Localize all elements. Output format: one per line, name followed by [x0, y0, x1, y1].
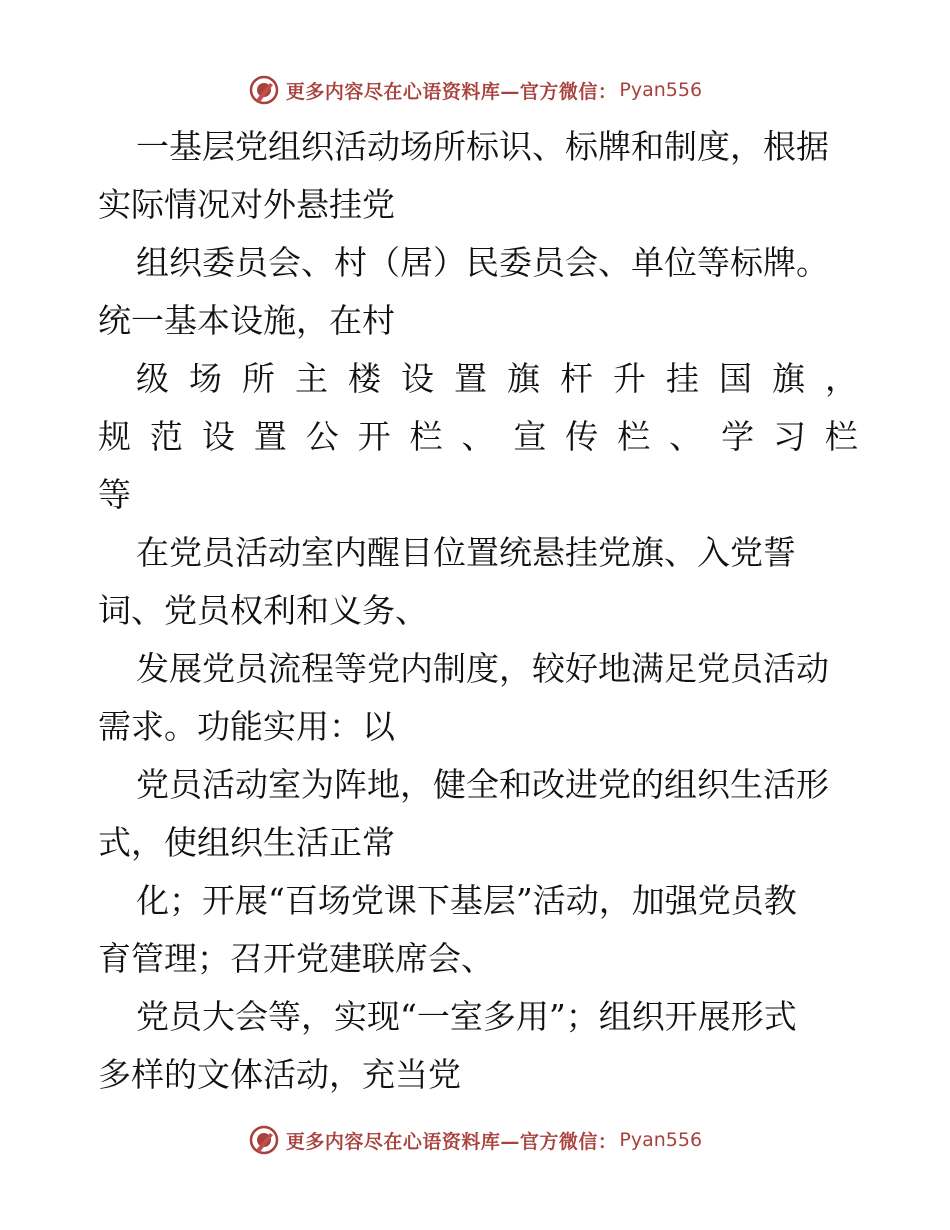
pen-circle-logo-icon: [248, 74, 280, 106]
paragraph-8: [98, 988, 858, 1104]
pen-circle-logo-icon: [248, 1124, 280, 1156]
justified-char: 旗: [507, 359, 540, 398]
justified-char: 旗: [772, 359, 805, 398]
document-body: [98, 118, 858, 1104]
paragraph-line: 党员活动室为阵地，健全和改进党的组织生活形: [136, 765, 829, 804]
header-banner: [0, 72, 950, 108]
paragraph-4: [98, 524, 858, 640]
justified-char: 主: [295, 359, 328, 398]
paragraph-line: 需求。功能实用：以: [98, 707, 395, 746]
justified-char: 规: [98, 417, 131, 456]
paragraph-line: 组织委员会、村（居）民委员会、单位等标牌。: [136, 243, 829, 282]
justified-char: 设: [201, 417, 235, 456]
paragraph-line: 式，使组织生活正常: [98, 823, 395, 862]
justified-char: 国: [719, 359, 752, 398]
justified-char: ，: [825, 359, 858, 398]
paragraph-line: 一基层党组织活动场所标识、标牌和制度，根据: [136, 127, 829, 166]
paragraph-6: [98, 756, 858, 872]
justified-char: 传: [565, 417, 599, 456]
justified-char: 开: [357, 417, 391, 456]
footer-banner-id: Pyan556: [619, 1129, 703, 1151]
footer-banner: [0, 1122, 950, 1158]
justified-char: 场: [189, 359, 222, 398]
paragraph-7: [98, 872, 858, 988]
justified-char: 栏: [824, 417, 858, 456]
paragraph-line: 在党员活动室内醒目位置统悬挂党旗、入党誓: [136, 533, 796, 572]
justified-char: 设: [401, 359, 434, 398]
paragraph-3: [98, 350, 858, 524]
justified-char: 挂: [666, 359, 699, 398]
justified-char: 栏: [617, 417, 651, 456]
justified-char: 宣: [513, 417, 547, 456]
justified-char: 公: [305, 417, 339, 456]
paragraph-5: [98, 640, 858, 756]
justified-char: 杆: [560, 359, 593, 398]
justified-char: 栏: [409, 417, 443, 456]
paragraph-line: 育管理；召开党建联席会、: [98, 939, 494, 978]
paragraph-2: [98, 234, 858, 350]
justified-char: 楼: [348, 359, 381, 398]
justified-char: 学: [721, 417, 755, 456]
justified-char: 、: [669, 417, 703, 456]
paragraph-line: 统一基本设施，在村: [98, 301, 395, 340]
justified-line-2: [98, 408, 858, 466]
paragraph-line: 词、党员权利和义务、: [98, 591, 428, 630]
paragraph-line: 实际情况对外悬挂党: [98, 185, 395, 224]
justified-char: 升: [613, 359, 646, 398]
justified-char: 置: [454, 359, 487, 398]
justified-char: 级: [136, 359, 169, 398]
paragraph-line: 发展党员流程等党内制度，较好地满足党员活动: [136, 649, 829, 688]
justified-char: 范: [149, 417, 183, 456]
footer-banner-text: 更多内容尽在心语资料库—官方微信：: [285, 1130, 618, 1153]
paragraph-line: 等: [98, 475, 131, 514]
paragraph-line: 党员大会等，实现“一室多用”；组织开展形式: [136, 997, 797, 1036]
justified-char: 所: [242, 359, 275, 398]
justified-char: 、: [461, 417, 495, 456]
justified-line-1: [98, 350, 858, 408]
header-banner-id: Pyan556: [619, 79, 703, 101]
paragraph-line: 多样的文体活动，充当党: [98, 1055, 461, 1094]
justified-char: 习: [772, 417, 806, 456]
paragraph-line: 化；开展“百场党课下基层”活动，加强党员教: [136, 881, 797, 920]
justified-char: 置: [253, 417, 287, 456]
header-banner-text: 更多内容尽在心语资料库—官方微信：: [285, 80, 618, 103]
paragraph-1: [98, 118, 858, 234]
